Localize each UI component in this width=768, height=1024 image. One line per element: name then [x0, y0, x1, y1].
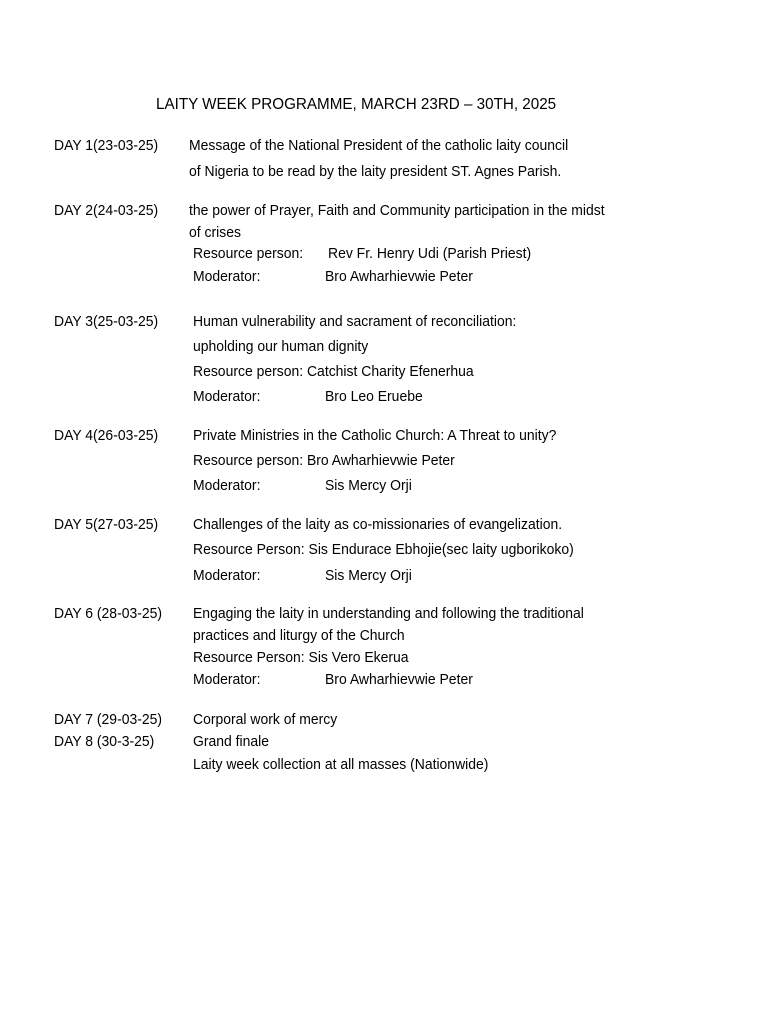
resource-person-label: Resource person: — [193, 245, 304, 262]
moderator-label: Moderator: — [193, 477, 261, 494]
day-topic-line: practices and liturgy of the Church — [193, 627, 405, 644]
day-topic-line: Human vulnerability and sacrament of reconciliation: — [193, 313, 517, 330]
day-label: DAY 2(24-03-25) — [54, 202, 159, 219]
day-topic-line: Message of the National President of the catholic laity council — [189, 137, 569, 154]
moderator-label: Moderator: — [193, 567, 261, 584]
day-label: DAY 6 (28-03-25) — [54, 605, 163, 622]
moderator-value: Bro Leo Eruebe — [325, 388, 423, 405]
moderator-value: Sis Mercy Orji — [325, 567, 412, 584]
day-topic-line: upholding our human dignity — [193, 338, 369, 355]
day-label: DAY 8 (30-3-25) — [54, 733, 155, 750]
moderator-label: Moderator: — [193, 388, 261, 405]
day-label: DAY 5(27-03-25) — [54, 516, 159, 533]
day-label: DAY 4(26-03-25) — [54, 427, 159, 444]
resource-person: Resource Person: Sis Vero Ekerua — [193, 649, 409, 666]
resource-person: Resource person: Catchist Charity Efenerhua — [193, 363, 474, 380]
page-title: LAITY WEEK PROGRAMME, MARCH 23RD – 30TH, 2025 — [156, 96, 557, 113]
day-topic-line: Engaging the laity in understanding and following the traditional — [193, 605, 584, 622]
day-topic-line: the power of Prayer, Faith and Community participation in the midst — [189, 202, 605, 219]
day-label: DAY 7 (29-03-25) — [54, 711, 163, 728]
day-topic-line: Laity week collection at all masses (Nationwide) — [193, 756, 489, 773]
moderator-value: Bro Awharhievwie Peter — [325, 671, 473, 688]
day-topic-line: Corporal work of mercy — [193, 711, 338, 728]
day-topic-line: Private Ministries in the Catholic Church: A Threat to unity? — [193, 427, 557, 444]
moderator-value: Sis Mercy Orji — [325, 477, 412, 494]
moderator-value: Bro Awharhievwie Peter — [325, 268, 473, 285]
moderator-label: Moderator: — [193, 268, 261, 285]
day-topic-line: Challenges of the laity as co-missionaries of evangelization. — [193, 516, 563, 533]
resource-person-value: Rev Fr. Henry Udi (Parish Priest) — [328, 245, 532, 262]
moderator-label: Moderator: — [193, 671, 261, 688]
day-label: DAY 3(25-03-25) — [54, 313, 159, 330]
day-topic-line: of Nigeria to be read by the laity president ST. Agnes Parish. — [189, 163, 562, 180]
day-topic-line: of crises — [189, 224, 241, 241]
resource-person: Resource person: Bro Awharhievwie Peter — [193, 452, 455, 469]
resource-person: Resource Person: Sis Endurace Ebhojie(sec laity ugborikoko) — [193, 541, 574, 558]
day-topic-line: Grand finale — [193, 733, 269, 750]
day-label: DAY 1(23-03-25) — [54, 137, 159, 154]
